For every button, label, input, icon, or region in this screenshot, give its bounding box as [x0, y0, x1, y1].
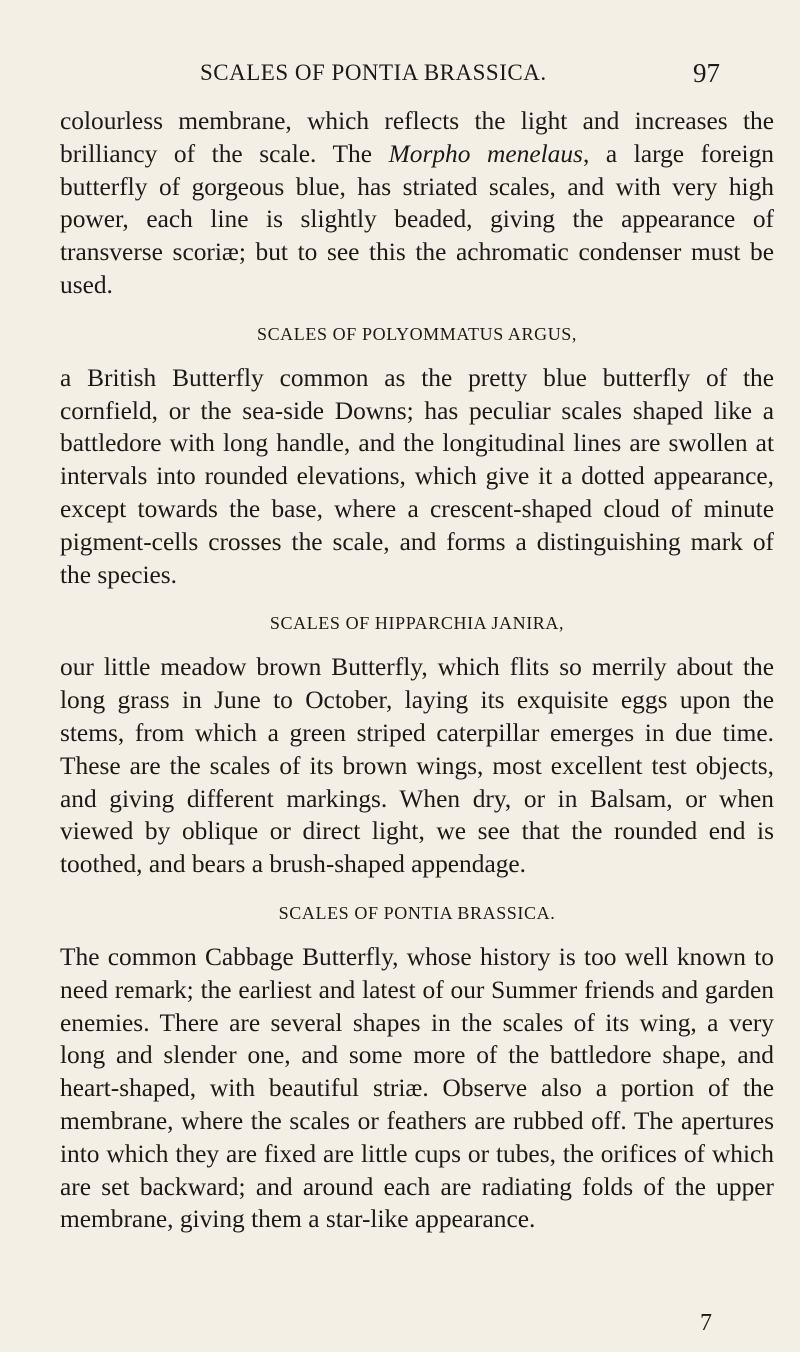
signature-mark: 7 — [700, 1310, 712, 1336]
text-block — [60, 105, 774, 1236]
paragraph-morpho — [60, 105, 774, 302]
paragraph-text: colourless membrane, which reflects the light and increases the brilliancy of the scale. The — [60, 107, 774, 168]
species-name: Morpho menelaus — [388, 139, 583, 168]
paragraph-polyommatus: a British Butterfly common as the pretty blue butterfly of the cornfield, or the sea-side Downs; has peculiar scales shaped like a battledore with long handle, and the longitudinal lines are swollen at intervals into rounded elevations, which give it a dotted appearance, except towards the base, where a crescent-shaped cloud of minute pigment-cells crosses the scale, and forms a distinguishing mark of the species. — [60, 363, 774, 589]
section-heading-hipparchia: SCALES OF HIPPARCHIA JANIRA, — [269, 613, 565, 634]
running-title: SCALES OF PONTIA BRASSICA. — [200, 60, 547, 85]
section-heading-pontia: SCALES OF PONTIA BRASSICA. — [278, 902, 556, 923]
running-head — [0, 58, 800, 94]
paragraph-hipparchia: our little meadow brown Butterfly, which flits so merrily about the long grass in June to October, laying its exquisite eggs upon the stems, from which a green striped caterpillar emerges in due time. These are the scales of its brown wings, most excellent test objects, and giving different markings. When dry, or in Balsam, or when viewed by oblique or direct light, we see that the rounded end is toothed, and bears a brush-shaped appendage. — [60, 653, 774, 879]
paragraph-pontia: The common Cabbage Butterfly, whose history is too well known to need remark; the earliest and latest of our Summer friends and garden enemies. There are several shapes in the scales of its wing, a very long and slender one, and some more of the battledore shape, and heart-shaped, with beautiful striæ. Observe also a portion of the membrane, where the scales or feathers are rubbed off. The apertures into which they are fixed are little cups or tubes, the orifices of which are set backward; and around each are radiating folds of the upper membrane, giving them a star-like appearance. — [60, 942, 774, 1234]
page-number: 97 — [693, 58, 720, 88]
section-heading-polyommatus: SCALES OF POLYOMMATUS ARGUS, — [256, 323, 578, 344]
paragraph-text: , a large foreign butterfly of gorgeous blue, has striated scales, and with very high power, each line is slightly beaded, giving the appearance of transverse scoriæ; but to see this the achromatic condenser must be used. — [60, 139, 774, 299]
